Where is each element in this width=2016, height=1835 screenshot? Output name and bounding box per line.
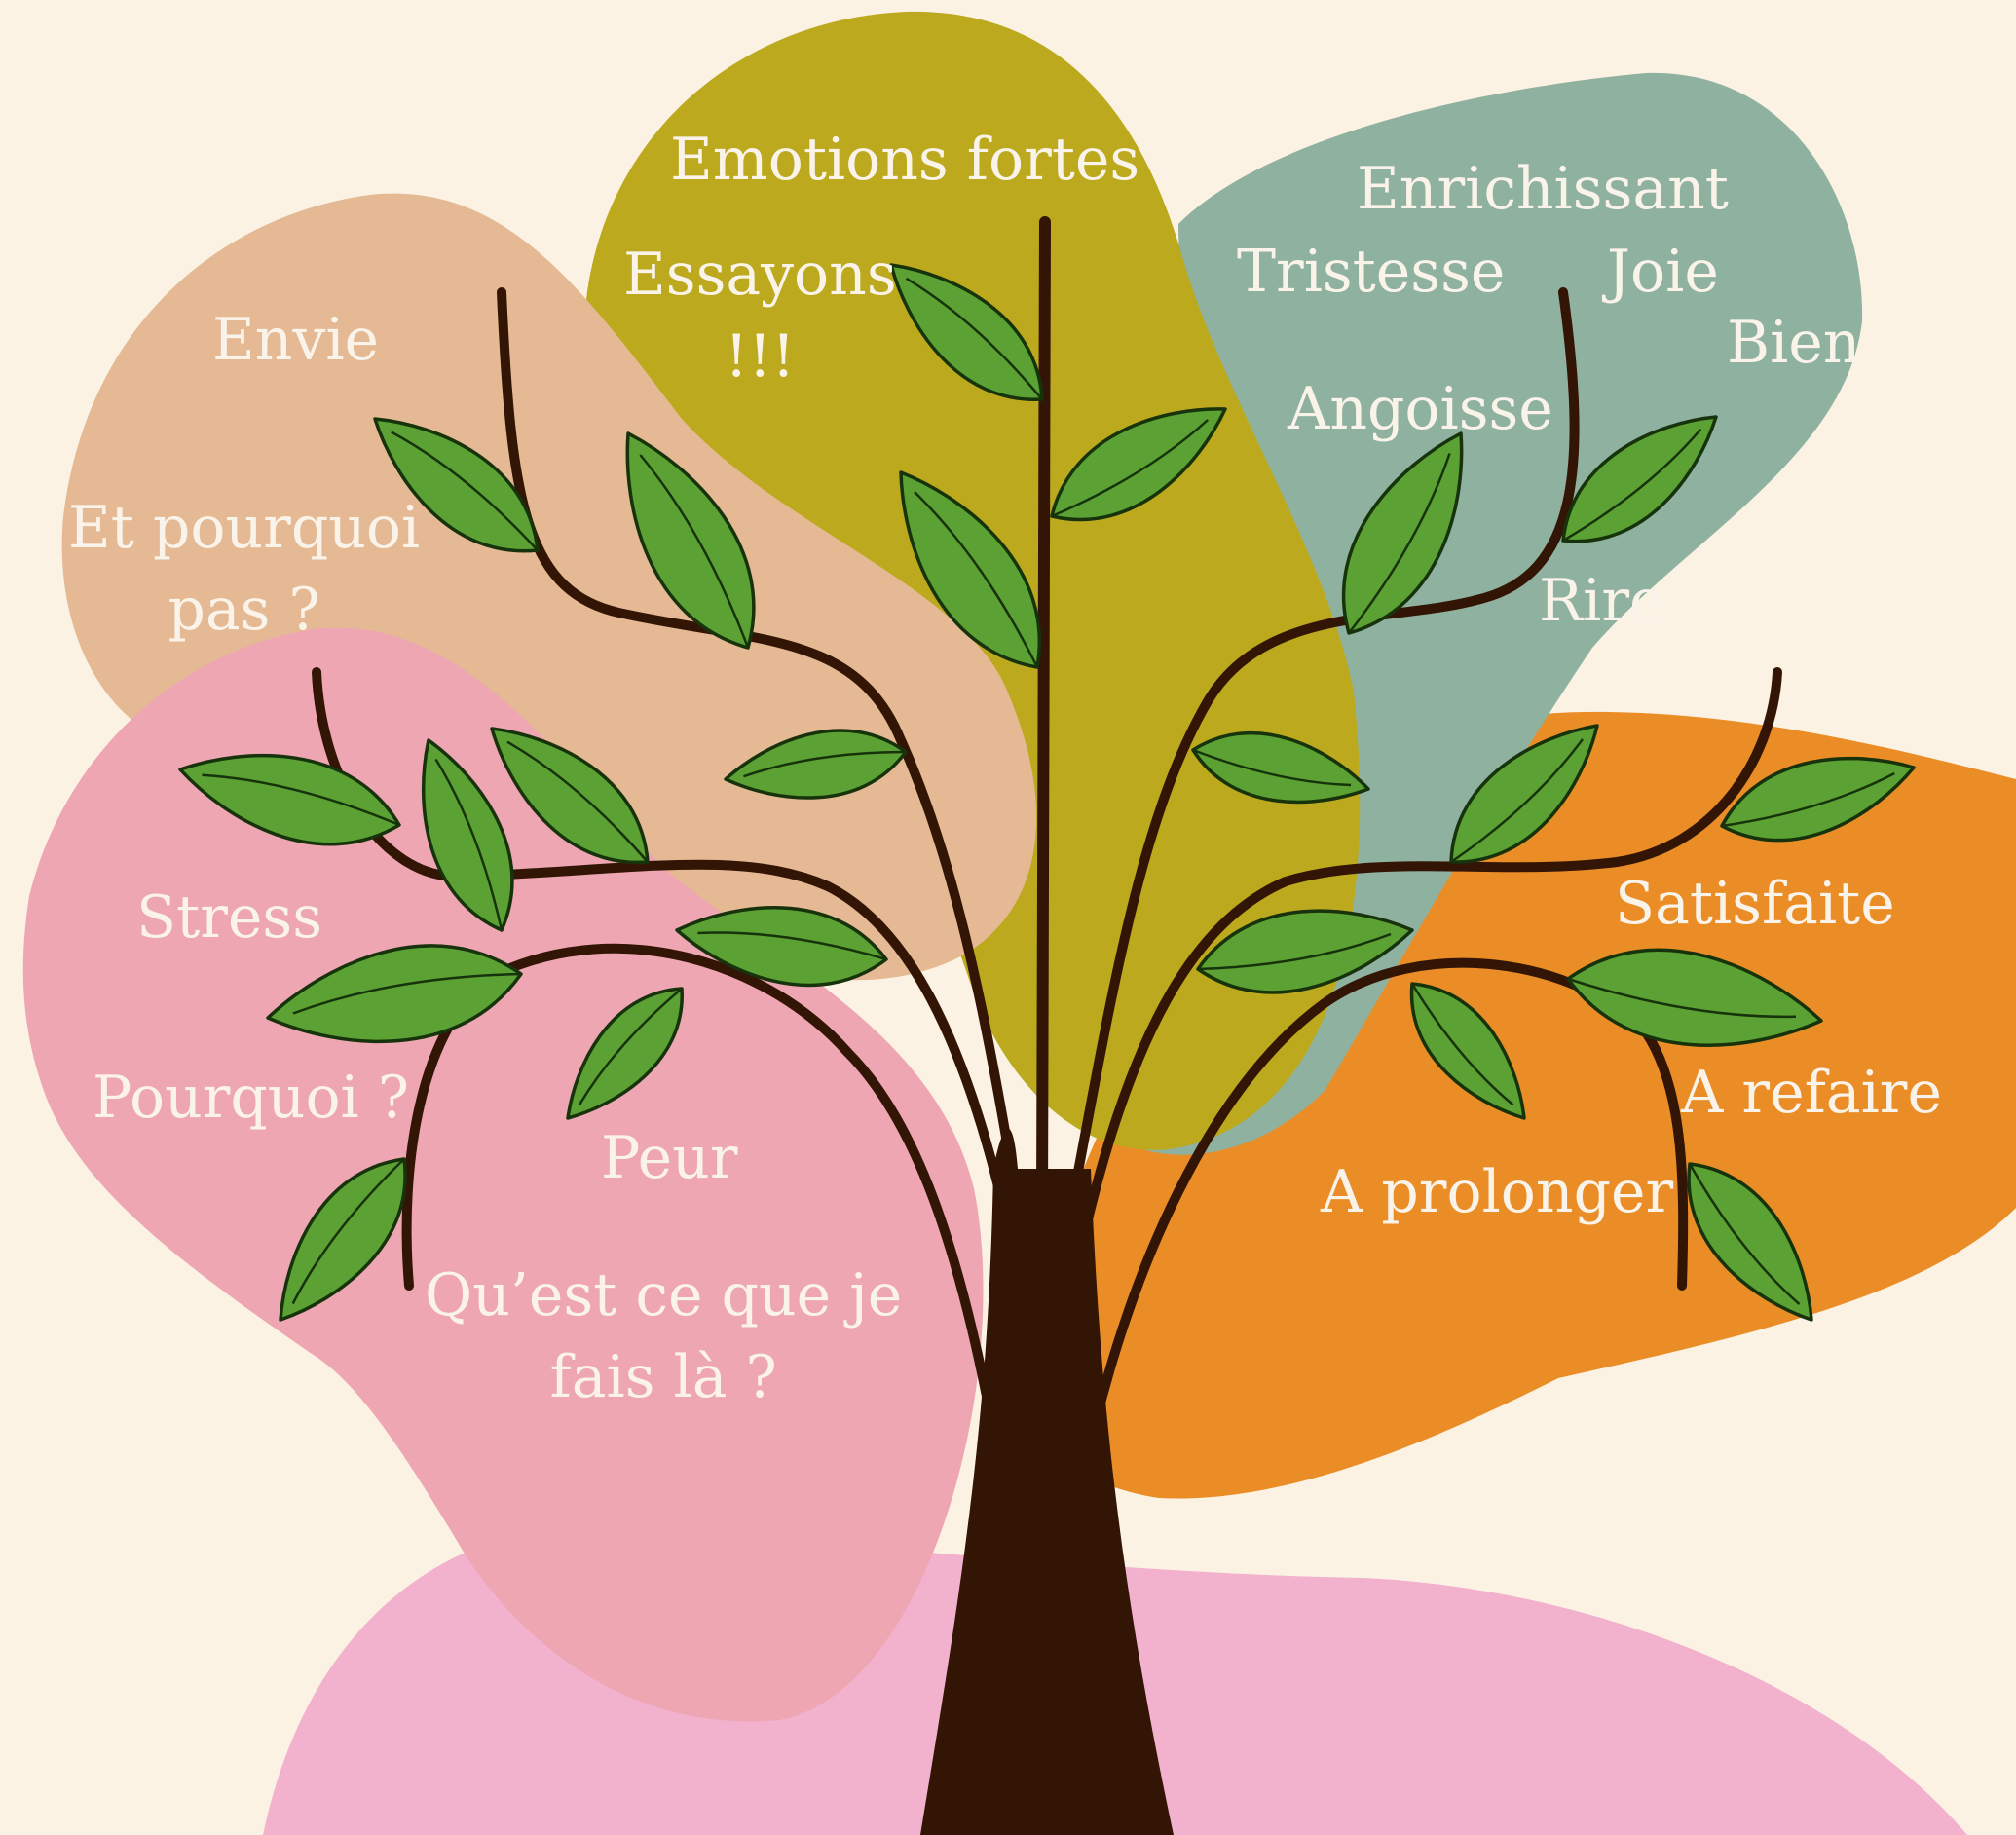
label-line: Qu’est ce que je: [425, 1261, 903, 1329]
branch-center: [1042, 222, 1045, 1208]
label-line: Envie: [212, 306, 380, 374]
label-bien: [1727, 302, 1860, 384]
label-et-pourquoi-pas: [68, 487, 420, 651]
label-line: A refaire: [1681, 1059, 1942, 1127]
label-a-prolonger: [1321, 1151, 1673, 1233]
label-line: Bien: [1727, 309, 1861, 377]
label-satisfaite: [1615, 863, 1895, 945]
label-line: fais là ?: [549, 1343, 777, 1411]
label-rire: [1539, 560, 1664, 642]
label-quest-ce-que-je-fais-la: [425, 1255, 902, 1418]
label-line: Essayons: [623, 241, 897, 309]
label-line: Enrichissant: [1357, 155, 1729, 223]
label-line: Rire: [1539, 567, 1664, 635]
label-essayons: [623, 234, 897, 397]
label-line: Emotions fortes: [670, 126, 1140, 194]
label-peur: [601, 1117, 738, 1199]
label-envie: [212, 299, 379, 381]
label-line: Angoisse: [1288, 375, 1553, 443]
label-line: Joie: [1607, 238, 1719, 306]
label-tristesse: [1237, 231, 1505, 313]
label-line: Peur: [601, 1124, 738, 1192]
label-line: pas ?: [168, 576, 320, 644]
label-emotions-fortes: [670, 119, 1139, 201]
label-stress: [136, 877, 322, 958]
label-angoisse: [1288, 368, 1553, 450]
label-line: !!!: [725, 322, 796, 391]
label-line: Pourquoi ?: [93, 1064, 409, 1132]
label-line: A prolonger: [1321, 1158, 1674, 1226]
label-pourquoi: [93, 1057, 409, 1139]
label-enrichissant: [1357, 148, 1729, 230]
label-line: Satisfaite: [1615, 870, 1895, 938]
label-line: Tristesse: [1237, 238, 1506, 306]
label-a-refaire: [1681, 1052, 1942, 1134]
label-line: Stress: [136, 883, 322, 952]
label-line: Et pourquoi: [68, 494, 421, 562]
label-joie: [1607, 231, 1719, 313]
